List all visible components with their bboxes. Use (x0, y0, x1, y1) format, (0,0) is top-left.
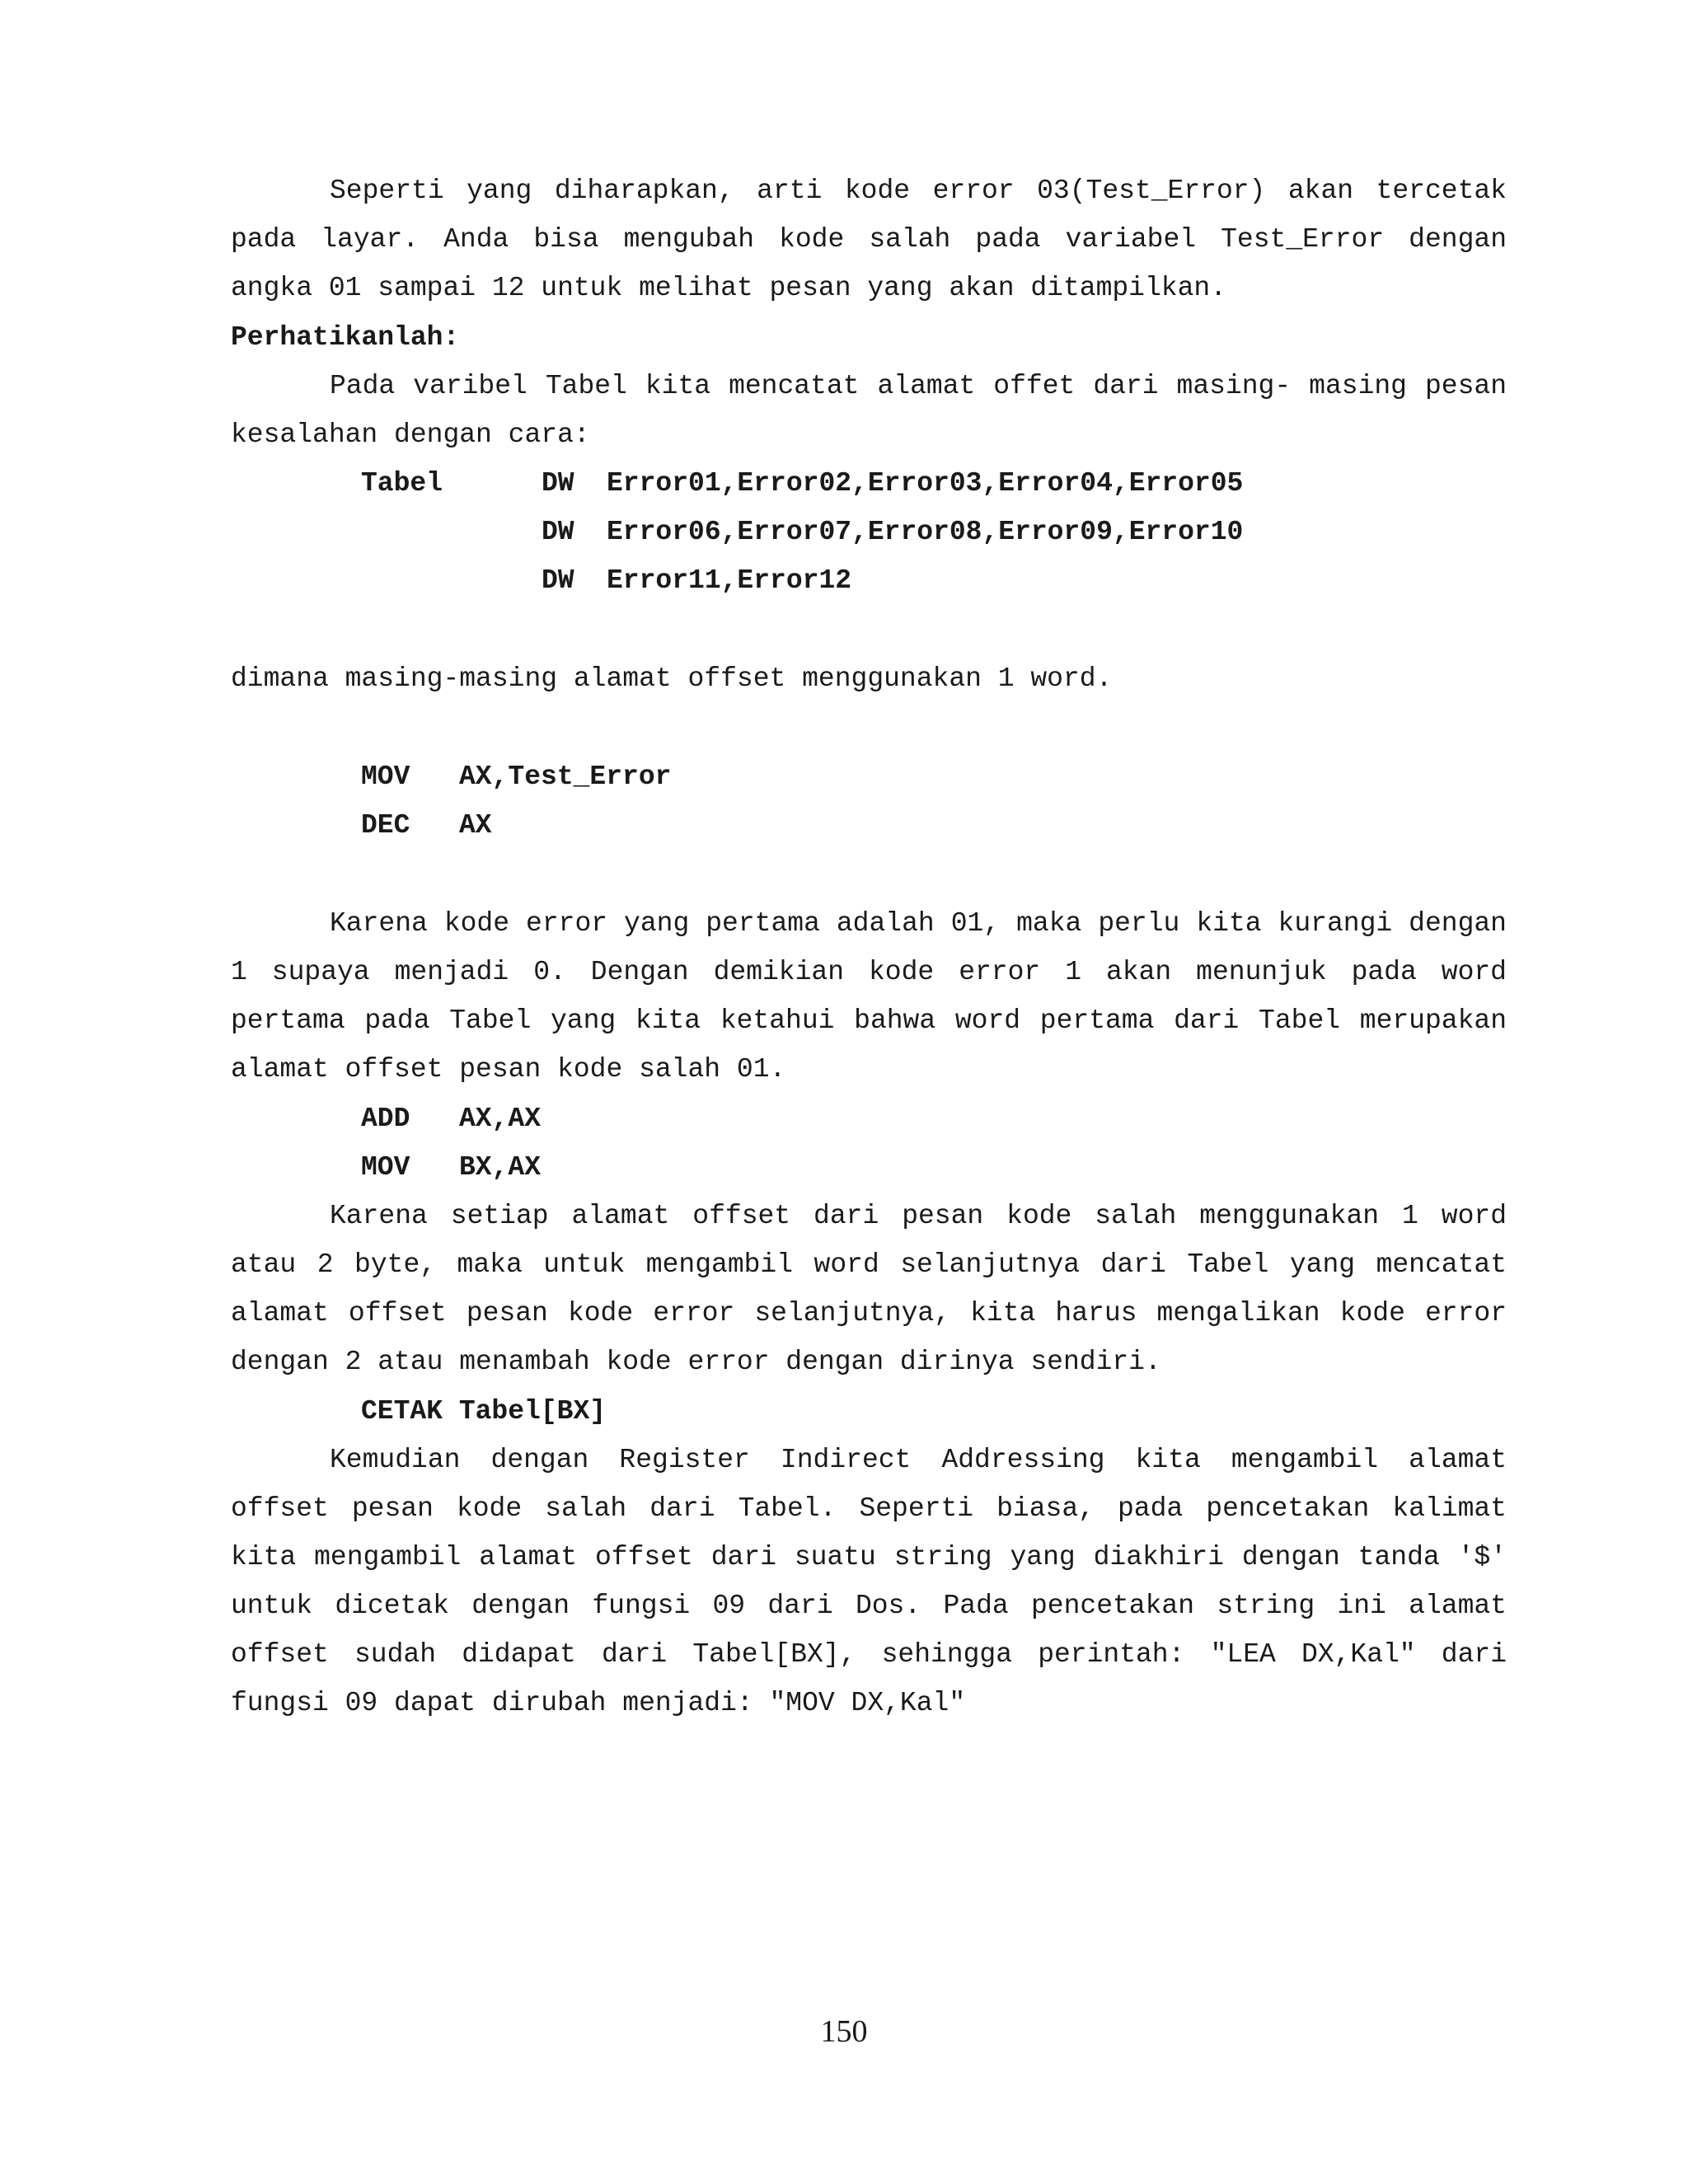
code-op: ADD (361, 1104, 410, 1134)
code-op: MOV (361, 762, 410, 792)
paragraph-word-offset: dimana masing-masing alamat offset menggunakan 1 word. (231, 663, 1113, 694)
code-directive: DW (542, 468, 574, 499)
page-number: 150 (820, 2014, 868, 2049)
code-op: MOV (361, 1152, 410, 1183)
code-directive: DW (542, 565, 574, 596)
code-args: AX (459, 810, 492, 841)
code-args: AX,Test_Error (459, 762, 672, 792)
heading-perhatikanlah: Perhatikanlah: (231, 322, 460, 353)
code-operands: Error01,Error02,Error03,Error04,Error05 (607, 468, 1244, 499)
paragraph-karena-setiap: Karena setiap alamat offset dari pesan kode salah menggunakan 1 word atau 2 byte, maka untuk mengambil word selanjutnya dari Tabel yang mencatat alamat offset pesan kode error selanjutnya, kita harus mengalikan kode error dengan 2 atau menambah kode error dengan dirinya sendiri. (231, 1201, 1507, 1377)
code-directive: DW (542, 517, 574, 547)
code-operands: Error06,Error07,Error08,Error09,Error10 (607, 517, 1244, 547)
paragraph-tabel-description: Pada varibel Tabel kita mencatat alamat offet dari masing- masing pesan kesalahan dengan cara: (231, 371, 1507, 450)
code-op: DEC (361, 810, 410, 841)
code-label-tabel: Tabel (361, 468, 443, 499)
code-args: AX,AX (459, 1104, 542, 1134)
code-args: BX,AX (459, 1152, 542, 1183)
paragraph-karena-kode-error: Karena kode error yang pertama adalah 01, maka perlu kita kurangi dengan 1 supaya menjadi 0. Dengan demikian kode error 1 akan menunjuk pada word pertama pada Tabel yang kita ketahui bahwa word pertama dari Tabel merupakan alamat offset pesan kode salah 01. (231, 908, 1507, 1085)
paragraph-intro: Seperti yang diharapkan, arti kode error 03(Test_Error) akan tercetak pada layar. Anda bisa mengubah kode salah pada variabel Test_Error dengan angka 01 sampai 12 untuk melihat pesan yang akan ditampilkan. (231, 176, 1507, 303)
paragraph-kemudian: Kemudian dengan Register Indirect Addressing kita mengambil alamat offset pesan kode salah dari Tabel. Seperti biasa, pada pencetakan kalimat kita mengambil alamat offset dari suatu string yang diakhiri dengan tanda '$' untuk dicetak dengan fungsi 09 dari Dos. Pada pencetakan string ini alamat offset sudah didapat dari Tabel[BX], sehingga perintah: "LEA DX,Kal" dari fungsi 09 dapat dirubah menjadi: "MOV DX,Kal" (231, 1445, 1507, 1718)
code-cetak-tabel: CETAK Tabel[BX] (361, 1396, 607, 1427)
code-operands: Error11,Error12 (607, 565, 852, 596)
